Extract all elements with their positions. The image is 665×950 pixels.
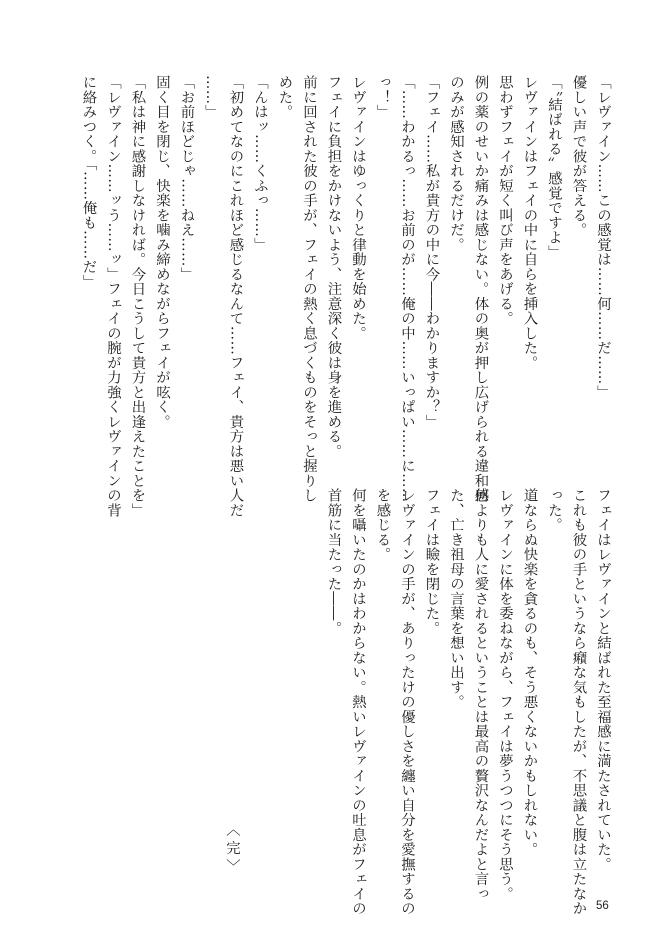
text-line: 前に回された彼の手が、フェイの熱く息づくものをそっと握りし — [301, 75, 317, 503]
text-line: ……」 — [203, 75, 219, 120]
text-line: 例の薬のせいか痛みは感じない。体の奥が押し広げられる違和感 — [472, 75, 489, 503]
text-line: のみが感知されるだけだ。 — [448, 75, 464, 252]
text-line: 「レヴァイン……ッう……ッ」フェイの腕が力強くレヴァインの背 — [105, 75, 121, 518]
text-line: った。 — [546, 488, 562, 533]
text-line: 道ならぬ快楽を貪るのも、そう悪くないかもしれない。 — [521, 488, 538, 857]
text-line: に絡みつく。「……俺も……だ」 — [80, 75, 97, 290]
text-line: 何よりも人に愛されるということは最高の贅沢なんだよと言っ — [472, 488, 489, 901]
text-line: 「お前ほどじゃ……ねえ……」 — [178, 75, 195, 282]
page-number: 56 — [596, 900, 609, 912]
text-line: 優しい声で彼が答える。 — [570, 75, 587, 238]
end-mark: 〈完〉 — [224, 822, 240, 878]
text-line: 「んはッ……くふっ……」 — [252, 75, 268, 252]
text-line: 思わずフェイが短く叫び声をあげる。 — [497, 75, 513, 326]
text-line: レヴァインに体を委ねながら、フェイは夢うつつにそう思う。 — [497, 488, 513, 901]
text-line: レヴァインはゆっくりと律動を始めた。 — [350, 75, 366, 341]
text-line: 固く目を閉じ、快楽を噛み締めながらフェイが呟く。 — [154, 75, 170, 429]
text-line: フェイは瞼を閉じた。 — [423, 488, 440, 636]
text-line: レヴァインはフェイの中に自らを挿入した。 — [521, 75, 538, 370]
text-line: 「〝結ばれる〟感覚ですよ」 — [546, 75, 562, 260]
text-line: 首筋に当たった――。 — [325, 488, 342, 636]
text-line: レヴァインの手が、ありったけの優しさを纏い自分を愛撫するの — [399, 488, 415, 916]
text-line: 「フェイ……私が貴方の中に今――わかりますか？」 — [423, 75, 440, 429]
text-line: めた。 — [276, 75, 293, 120]
text-line: 「私は神に感謝しなければ。今日こうして貴方と出逢えたことを」 — [129, 75, 146, 518]
text-line: た、亡き祖母の言葉を想い出す。 — [448, 488, 464, 710]
text-line: っ！」 — [374, 75, 391, 120]
text-line: フェイはレヴァインと結ばれた至福感に満たされていた。 — [595, 488, 611, 872]
text-line: 「……わかるっ……お前のが……俺の中……いっぱい……に…… — [399, 75, 415, 503]
text-line: 何を囁いたのかはわからない。熱いレヴァインの吐息がフェイの — [350, 488, 366, 916]
text-line: これも彼の手というなら癪な気もしたが、不思議と腹は立たなか — [570, 488, 587, 916]
text-line: 「初めてなのにこれほど感じるなんて……フェイ、貴方は悪い人だ — [227, 75, 244, 518]
text-line: 「レヴァイン……この感覚は……何……だ……」 — [595, 75, 611, 400]
text-line: を感じる。 — [374, 488, 391, 562]
text-line: フェイに負担をかけないよう、注意深く彼は身を進める。 — [325, 75, 342, 459]
